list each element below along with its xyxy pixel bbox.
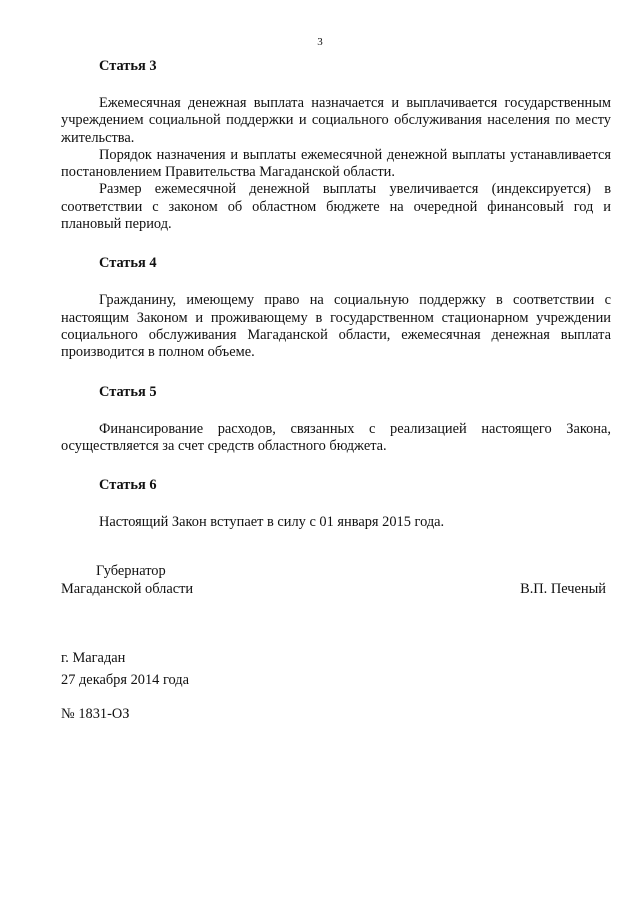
article-3-heading: Статья 3 — [99, 58, 157, 74]
article-5-heading: Статья 5 — [99, 383, 157, 400]
signing-date: 27 декабря 2014 года — [61, 672, 190, 688]
signature-block — [61, 563, 606, 598]
page-number: 3 — [317, 36, 323, 48]
article-5 — [61, 384, 611, 456]
signatory-name: В.П. Печеный — [520, 580, 606, 597]
article-5-body — [61, 421, 611, 456]
article-4-heading: Статья 4 — [99, 255, 157, 272]
article-4-paragraph-1: Гражданину, имеющему право на социальную поддержку в соответствии с настоящим Законом и проживающему в государственном стационарном учреждении социального обслуживания Магаданской области, ежемесячная денежная выплата производится в полном объеме. — [61, 292, 611, 361]
article-3-paragraph-1: Ежемесячная денежная выплата назначается и выплачивается государственным учреждением социальной поддержки и социального обслуживания населения по месту жительства. — [61, 95, 611, 146]
article-4-body — [61, 292, 611, 361]
article-6-heading: Статья 6 — [99, 477, 157, 494]
article-6-body — [61, 514, 611, 531]
article-6 — [61, 477, 611, 531]
place-of-signing: г. Магадан — [61, 650, 126, 666]
article-3-body — [61, 95, 611, 233]
article-4 — [61, 255, 611, 361]
signature-row — [61, 581, 606, 599]
signatory-region: Магаданской области — [61, 580, 194, 597]
signatory-title: Губернатор — [96, 563, 166, 579]
article-3-paragraph-3: Размер ежемесячной денежной выплаты увеличивается (индексируется) в соответствии с законом об областном бюджете на очередной финансовый год и плановый период. — [61, 181, 611, 233]
article-3-paragraph-2: Порядок назначения и выплаты ежемесячной денежной выплаты устанавливается постановлением Правительства Магаданской области. — [61, 146, 611, 181]
article-5-paragraph-1: Финансирование расходов, связанных с реализацией настоящего Закона, осуществляется за счет средств областного бюджета. — [61, 420, 611, 454]
document-body — [61, 58, 611, 531]
article-3 — [61, 58, 611, 233]
article-6-paragraph-1: Настоящий Закон вступает в силу с 01 января 2015 года. — [99, 514, 445, 531]
law-number: № 1831-ОЗ — [61, 706, 130, 722]
